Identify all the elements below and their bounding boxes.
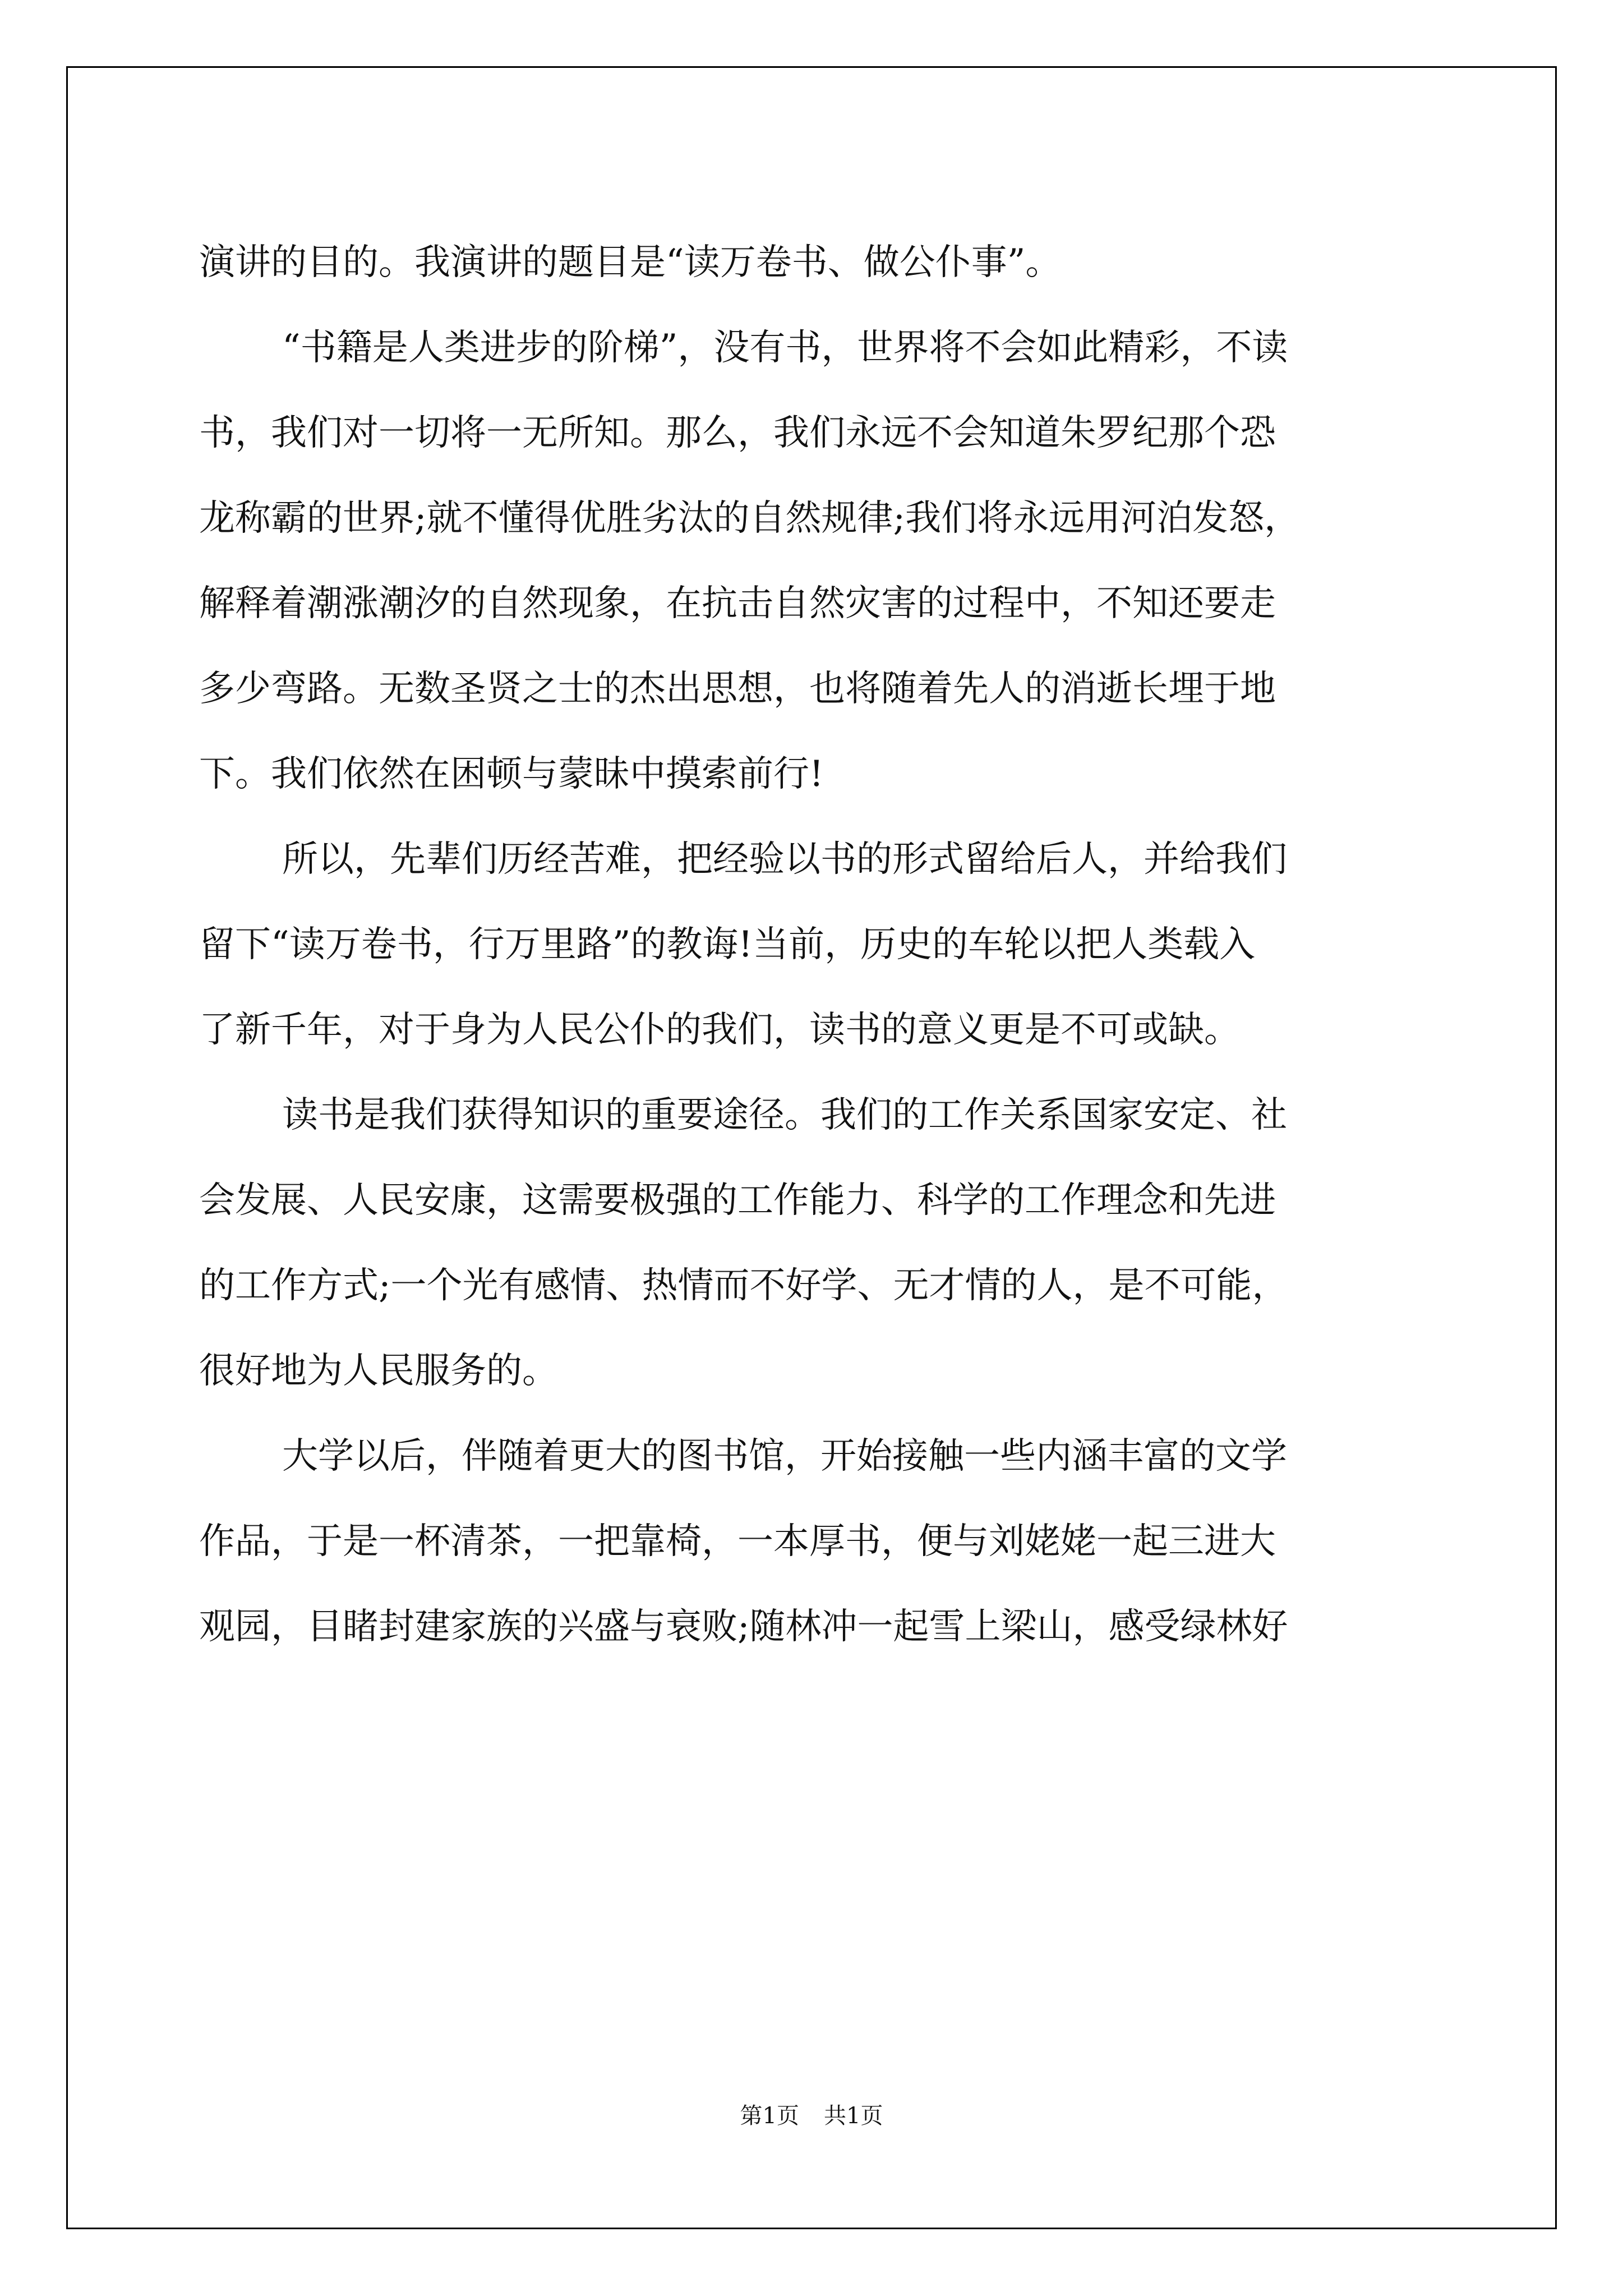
page-number: 第1页 xyxy=(740,2103,799,2129)
text-line: 多少弯路。无数圣贤之士的杰出思想，也将随着先人的消逝长埋于地 xyxy=(199,668,1276,710)
text-line: 留下“读万卷书，行万里路”的教诲!当前，历史的车轮以把人类载入 xyxy=(199,924,1256,965)
text-line: 观园，目睹封建家族的兴盛与衰败;随林冲一起雪上梁山，感受绿林好 xyxy=(199,1606,1288,1648)
text-line: 解释着潮涨潮汐的自然现象，在抗击自然灾害的过程中，不知还要走 xyxy=(199,583,1276,624)
text-line: 很好地为人民服务的。 xyxy=(199,1350,558,1392)
text-line: 大学以后，伴随着更大的图书馆，开始接触一些内涵丰富的文学 xyxy=(282,1435,1287,1477)
text-line: 书，我们对一切将一无所知。那么，我们永远不会知道朱罗纪那个恐 xyxy=(199,412,1276,454)
text-line: 演讲的目的。我演讲的题目是“读万卷书、做公仆事”。 xyxy=(199,242,1062,283)
text-line: 的工作方式;一个光有感情、热情而不好学、无才情的人，是不可能， xyxy=(199,1265,1288,1306)
text-line: 下。我们依然在困顿与蒙昧中摸索前行! xyxy=(199,753,824,795)
document-body xyxy=(199,220,1433,1669)
text-line: “书籍是人类进步的阶梯”，没有书，世界将不会如此精彩，不读 xyxy=(282,327,1288,369)
page-total: 共1页 xyxy=(824,2103,883,2129)
text-line: 了新千年，对于身为人民公仆的我们，读书的意义更是不可或缺。 xyxy=(199,1009,1240,1051)
text-line: 会发展、人民安康，这需要极强的工作能力、科学的工作理念和先进 xyxy=(199,1180,1276,1221)
text-line: 龙称霸的世界;就不懂得优胜劣汰的自然规律;我们将永远用河泊发怒， xyxy=(199,498,1301,539)
text-line: 读书是我们获得知识的重要途径。我们的工作关系国家安定、社 xyxy=(282,1094,1287,1136)
page-footer xyxy=(0,2098,1623,2130)
text-line: 作品，于是一杯清茶，一把靠椅，一本厚书，便与刘姥姥一起三进大 xyxy=(199,1521,1276,1562)
text-line: 所以，先辈们历经苦难，把经验以书的形式留给后人，并给我们 xyxy=(282,839,1287,880)
